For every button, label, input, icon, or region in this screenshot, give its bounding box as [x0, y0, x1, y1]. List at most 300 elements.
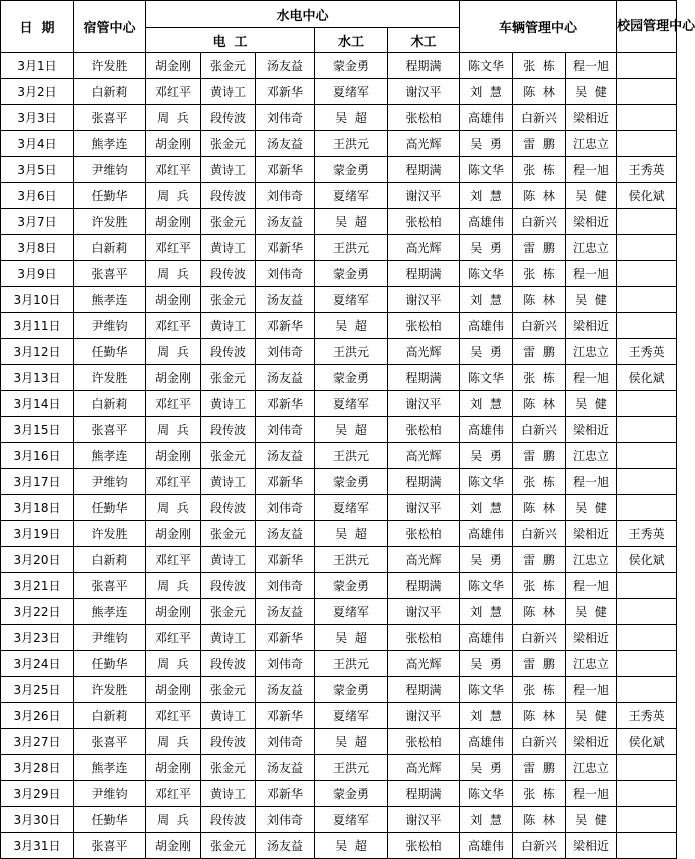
table-row [1, 79, 677, 105]
vehicle-3-cell: 程一旭 [566, 261, 617, 287]
electrician-1-cell: 周 兵 [146, 417, 201, 443]
electrician-2-cell: 张金元 [201, 365, 256, 391]
vehicle-2-cell: 陈 林 [513, 79, 566, 105]
electrician-3-cell: 刘伟奇 [256, 339, 315, 365]
electrician-1-cell: 胡金刚 [146, 521, 201, 547]
electrician-2-cell: 张金元 [201, 287, 256, 313]
carpenter-cell: 谢汉平 [388, 703, 460, 729]
campus-cell [617, 443, 677, 469]
electrician-1-cell: 周 兵 [146, 339, 201, 365]
plumber-cell: 王洪元 [315, 339, 388, 365]
plumber-cell: 王洪元 [315, 443, 388, 469]
vehicle-3-cell: 吴 健 [566, 287, 617, 313]
table-row [1, 365, 677, 391]
electrician-3-cell: 刘伟奇 [256, 729, 315, 755]
campus-cell [617, 235, 677, 261]
table-row [1, 547, 677, 573]
electrician-2-cell: 段传波 [201, 651, 256, 677]
vehicle-3-cell: 程一旭 [566, 469, 617, 495]
date-cell: 3月27日 [1, 729, 74, 755]
carpenter-cell: 程期满 [388, 365, 460, 391]
electrician-2-cell: 张金元 [201, 599, 256, 625]
carpenter-cell: 程期满 [388, 469, 460, 495]
vehicle-3-cell: 梁相近 [566, 209, 617, 235]
electrician-1-cell: 周 兵 [146, 183, 201, 209]
dorm-cell: 熊孝连 [74, 287, 146, 313]
vehicle-1-cell: 陈文华 [460, 677, 513, 703]
electrician-3-cell: 汤友益 [256, 833, 315, 859]
vehicle-1-cell: 高雄伟 [460, 105, 513, 131]
campus-cell [617, 287, 677, 313]
electrician-2-cell: 段传波 [201, 261, 256, 287]
vehicle-3-cell: 梁相近 [566, 729, 617, 755]
vehicle-3-cell: 吴 健 [566, 807, 617, 833]
plumber-cell: 蒙金勇 [315, 261, 388, 287]
electrician-2-cell: 黄诗工 [201, 157, 256, 183]
electrician-2-cell: 段传波 [201, 183, 256, 209]
vehicle-1-cell: 高雄伟 [460, 521, 513, 547]
electrician-3-cell: 邓新华 [256, 547, 315, 573]
plumber-cell: 王洪元 [315, 755, 388, 781]
vehicle-3-cell: 吴 健 [566, 599, 617, 625]
date-cell: 3月15日 [1, 417, 74, 443]
electrician-1-cell: 周 兵 [146, 495, 201, 521]
table-row [1, 599, 677, 625]
table-row [1, 833, 677, 859]
campus-cell [617, 391, 677, 417]
carpenter-cell: 谢汉平 [388, 79, 460, 105]
table-row [1, 651, 677, 677]
vehicle-2-cell: 白新兴 [513, 105, 566, 131]
table-row [1, 573, 677, 599]
dorm-cell: 熊孝连 [74, 599, 146, 625]
vehicle-1-cell: 陈文华 [460, 365, 513, 391]
dorm-cell: 张喜平 [74, 261, 146, 287]
electrician-3-cell: 汤友益 [256, 599, 315, 625]
header-electrician: 电 工 [146, 28, 315, 53]
electrician-2-cell: 张金元 [201, 53, 256, 79]
table-row [1, 781, 677, 807]
vehicle-2-cell: 雷 鹏 [513, 443, 566, 469]
table-row [1, 443, 677, 469]
table-row [1, 105, 677, 131]
vehicle-1-cell: 刘 慧 [460, 703, 513, 729]
vehicle-2-cell: 陈 林 [513, 183, 566, 209]
dorm-cell: 白新莉 [74, 235, 146, 261]
vehicle-3-cell: 吴 健 [566, 391, 617, 417]
campus-cell [617, 131, 677, 157]
vehicle-2-cell: 白新兴 [513, 833, 566, 859]
date-cell: 3月11日 [1, 313, 74, 339]
table-row [1, 755, 677, 781]
dorm-cell: 熊孝连 [74, 755, 146, 781]
campus-cell [617, 209, 677, 235]
header-carpenter: 木工 [388, 28, 460, 53]
electrician-3-cell: 汤友益 [256, 521, 315, 547]
carpenter-cell: 张松柏 [388, 417, 460, 443]
dorm-cell: 任勤华 [74, 183, 146, 209]
vehicle-3-cell: 吴 健 [566, 703, 617, 729]
dorm-cell: 任勤华 [74, 495, 146, 521]
electrician-1-cell: 邓红平 [146, 235, 201, 261]
electrician-1-cell: 胡金刚 [146, 833, 201, 859]
campus-cell: 侯化斌 [617, 729, 677, 755]
plumber-cell: 吴 超 [315, 417, 388, 443]
vehicle-2-cell: 雷 鹏 [513, 131, 566, 157]
date-cell: 3月18日 [1, 495, 74, 521]
plumber-cell: 夏绪军 [315, 807, 388, 833]
date-cell: 3月1日 [1, 53, 74, 79]
electrician-2-cell: 段传波 [201, 729, 256, 755]
vehicle-1-cell: 刘 慧 [460, 495, 513, 521]
campus-cell [617, 677, 677, 703]
electrician-1-cell: 周 兵 [146, 807, 201, 833]
carpenter-cell: 程期满 [388, 157, 460, 183]
campus-cell: 侯化斌 [617, 365, 677, 391]
table-row [1, 261, 677, 287]
vehicle-1-cell: 高雄伟 [460, 729, 513, 755]
electrician-1-cell: 邓红平 [146, 547, 201, 573]
carpenter-cell: 谢汉平 [388, 287, 460, 313]
plumber-cell: 夏绪军 [315, 287, 388, 313]
vehicle-3-cell: 梁相近 [566, 625, 617, 651]
dorm-cell: 白新莉 [74, 79, 146, 105]
electrician-2-cell: 黄诗工 [201, 781, 256, 807]
vehicle-3-cell: 梁相近 [566, 417, 617, 443]
carpenter-cell: 张松柏 [388, 105, 460, 131]
dorm-cell: 尹维钧 [74, 625, 146, 651]
vehicle-2-cell: 陈 林 [513, 495, 566, 521]
electrician-1-cell: 邓红平 [146, 79, 201, 105]
vehicle-2-cell: 张 栋 [513, 677, 566, 703]
vehicle-2-cell: 白新兴 [513, 625, 566, 651]
plumber-cell: 夏绪军 [315, 703, 388, 729]
campus-cell [617, 261, 677, 287]
vehicle-1-cell: 高雄伟 [460, 417, 513, 443]
vehicle-3-cell: 吴 健 [566, 183, 617, 209]
vehicle-3-cell: 程一旭 [566, 365, 617, 391]
date-cell: 3月16日 [1, 443, 74, 469]
plumber-cell: 夏绪军 [315, 599, 388, 625]
table-row [1, 703, 677, 729]
plumber-cell: 夏绪军 [315, 183, 388, 209]
electrician-2-cell: 黄诗工 [201, 703, 256, 729]
dorm-cell: 张喜平 [74, 729, 146, 755]
campus-cell [617, 53, 677, 79]
vehicle-1-cell: 吴 勇 [460, 651, 513, 677]
vehicle-2-cell: 陈 林 [513, 391, 566, 417]
table-row [1, 521, 677, 547]
electrician-1-cell: 邓红平 [146, 469, 201, 495]
electrician-2-cell: 黄诗工 [201, 469, 256, 495]
electrician-3-cell: 汤友益 [256, 677, 315, 703]
electrician-3-cell: 邓新华 [256, 469, 315, 495]
electrician-2-cell: 黄诗工 [201, 235, 256, 261]
vehicle-1-cell: 陈文华 [460, 469, 513, 495]
vehicle-2-cell: 张 栋 [513, 261, 566, 287]
date-cell: 3月20日 [1, 547, 74, 573]
plumber-cell: 王洪元 [315, 131, 388, 157]
electrician-3-cell: 邓新华 [256, 781, 315, 807]
carpenter-cell: 张松柏 [388, 729, 460, 755]
dorm-cell: 熊孝连 [74, 443, 146, 469]
carpenter-cell: 谢汉平 [388, 495, 460, 521]
campus-cell [617, 781, 677, 807]
electrician-2-cell: 段传波 [201, 417, 256, 443]
electrician-3-cell: 邓新华 [256, 703, 315, 729]
vehicle-2-cell: 白新兴 [513, 313, 566, 339]
plumber-cell: 蒙金勇 [315, 157, 388, 183]
vehicle-1-cell: 陈文华 [460, 781, 513, 807]
plumber-cell: 吴 超 [315, 105, 388, 131]
vehicle-1-cell: 刘 慧 [460, 287, 513, 313]
electrician-2-cell: 张金元 [201, 677, 256, 703]
electrician-3-cell: 邓新华 [256, 235, 315, 261]
carpenter-cell: 程期满 [388, 781, 460, 807]
plumber-cell: 蒙金勇 [315, 469, 388, 495]
electrician-3-cell: 汤友益 [256, 443, 315, 469]
date-cell: 3月10日 [1, 287, 74, 313]
plumber-cell: 夏绪军 [315, 391, 388, 417]
electrician-2-cell: 张金元 [201, 209, 256, 235]
campus-cell [617, 807, 677, 833]
dorm-cell: 尹维钧 [74, 157, 146, 183]
date-cell: 3月5日 [1, 157, 74, 183]
electrician-2-cell: 黄诗工 [201, 79, 256, 105]
electrician-2-cell: 张金元 [201, 443, 256, 469]
vehicle-2-cell: 陈 林 [513, 599, 566, 625]
vehicle-1-cell: 吴 勇 [460, 547, 513, 573]
dorm-cell: 许发胜 [74, 521, 146, 547]
dorm-cell: 白新莉 [74, 703, 146, 729]
vehicle-2-cell: 张 栋 [513, 157, 566, 183]
electrician-2-cell: 段传波 [201, 339, 256, 365]
header-campus-center: 校园管理中心 [617, 1, 677, 53]
vehicle-1-cell: 吴 勇 [460, 755, 513, 781]
carpenter-cell: 程期满 [388, 677, 460, 703]
electrician-2-cell: 黄诗工 [201, 391, 256, 417]
electrician-3-cell: 邓新华 [256, 391, 315, 417]
vehicle-3-cell: 程一旭 [566, 781, 617, 807]
plumber-cell: 吴 超 [315, 833, 388, 859]
vehicle-2-cell: 白新兴 [513, 729, 566, 755]
plumber-cell: 王洪元 [315, 547, 388, 573]
electrician-3-cell: 汤友益 [256, 209, 315, 235]
campus-cell [617, 417, 677, 443]
dorm-cell: 尹维钧 [74, 781, 146, 807]
vehicle-3-cell: 梁相近 [566, 833, 617, 859]
dorm-cell: 尹维钧 [74, 313, 146, 339]
electrician-3-cell: 邓新华 [256, 625, 315, 651]
vehicle-1-cell: 刘 慧 [460, 807, 513, 833]
carpenter-cell: 程期满 [388, 53, 460, 79]
campus-cell [617, 573, 677, 599]
table-row [1, 391, 677, 417]
carpenter-cell: 程期满 [388, 573, 460, 599]
vehicle-1-cell: 吴 勇 [460, 443, 513, 469]
electrician-2-cell: 段传波 [201, 495, 256, 521]
electrician-2-cell: 黄诗工 [201, 547, 256, 573]
table-row [1, 131, 677, 157]
electrician-2-cell: 张金元 [201, 131, 256, 157]
vehicle-1-cell: 高雄伟 [460, 313, 513, 339]
vehicle-1-cell: 刘 慧 [460, 79, 513, 105]
carpenter-cell: 张松柏 [388, 625, 460, 651]
vehicle-1-cell: 高雄伟 [460, 833, 513, 859]
vehicle-3-cell: 程一旭 [566, 677, 617, 703]
vehicle-2-cell: 张 栋 [513, 53, 566, 79]
table-row [1, 417, 677, 443]
vehicle-2-cell: 张 栋 [513, 469, 566, 495]
campus-cell: 王秀英 [617, 157, 677, 183]
date-cell: 3月14日 [1, 391, 74, 417]
campus-cell [617, 651, 677, 677]
date-cell: 3月23日 [1, 625, 74, 651]
vehicle-1-cell: 刘 慧 [460, 391, 513, 417]
dorm-cell: 任勤华 [74, 651, 146, 677]
date-cell: 3月25日 [1, 677, 74, 703]
electrician-3-cell: 刘伟奇 [256, 651, 315, 677]
table-row [1, 235, 677, 261]
electrician-1-cell: 周 兵 [146, 573, 201, 599]
plumber-cell: 蒙金勇 [315, 677, 388, 703]
campus-cell [617, 599, 677, 625]
dorm-cell: 张喜平 [74, 417, 146, 443]
date-cell: 3月6日 [1, 183, 74, 209]
vehicle-3-cell: 程一旭 [566, 157, 617, 183]
electrician-2-cell: 段传波 [201, 105, 256, 131]
vehicle-1-cell: 高雄伟 [460, 209, 513, 235]
plumber-cell: 吴 超 [315, 729, 388, 755]
electrician-1-cell: 周 兵 [146, 729, 201, 755]
electrician-2-cell: 黄诗工 [201, 313, 256, 339]
date-cell: 3月3日 [1, 105, 74, 131]
electrician-1-cell: 邓红平 [146, 391, 201, 417]
plumber-cell: 蒙金勇 [315, 781, 388, 807]
roster-body [1, 53, 677, 859]
vehicle-3-cell: 梁相近 [566, 521, 617, 547]
date-cell: 3月19日 [1, 521, 74, 547]
vehicle-2-cell: 陈 林 [513, 703, 566, 729]
campus-cell [617, 755, 677, 781]
dorm-cell: 许发胜 [74, 209, 146, 235]
vehicle-1-cell: 吴 勇 [460, 235, 513, 261]
carpenter-cell: 谢汉平 [388, 183, 460, 209]
plumber-cell: 蒙金勇 [315, 573, 388, 599]
date-cell: 3月9日 [1, 261, 74, 287]
campus-cell: 侯化斌 [617, 547, 677, 573]
carpenter-cell: 谢汉平 [388, 391, 460, 417]
vehicle-2-cell: 陈 林 [513, 287, 566, 313]
electrician-3-cell: 刘伟奇 [256, 573, 315, 599]
dorm-cell: 张喜平 [74, 833, 146, 859]
vehicle-3-cell: 江忠立 [566, 651, 617, 677]
vehicle-1-cell: 吴 勇 [460, 131, 513, 157]
electrician-1-cell: 邓红平 [146, 157, 201, 183]
table-row [1, 495, 677, 521]
plumber-cell: 吴 超 [315, 313, 388, 339]
vehicle-2-cell: 张 栋 [513, 781, 566, 807]
plumber-cell: 吴 超 [315, 521, 388, 547]
dorm-cell: 张喜平 [74, 573, 146, 599]
table-row [1, 183, 677, 209]
vehicle-2-cell: 张 栋 [513, 365, 566, 391]
vehicle-1-cell: 刘 慧 [460, 599, 513, 625]
electrician-3-cell: 刘伟奇 [256, 495, 315, 521]
date-cell: 3月2日 [1, 79, 74, 105]
dorm-cell: 熊孝连 [74, 131, 146, 157]
table-row [1, 339, 677, 365]
date-cell: 3月13日 [1, 365, 74, 391]
electrician-3-cell: 刘伟奇 [256, 417, 315, 443]
carpenter-cell: 谢汉平 [388, 599, 460, 625]
vehicle-2-cell: 雷 鹏 [513, 755, 566, 781]
campus-cell: 王秀英 [617, 339, 677, 365]
electrician-2-cell: 黄诗工 [201, 625, 256, 651]
vehicle-1-cell: 陈文华 [460, 157, 513, 183]
table-row [1, 287, 677, 313]
plumber-cell: 吴 超 [315, 209, 388, 235]
vehicle-3-cell: 江忠立 [566, 443, 617, 469]
dorm-cell: 任勤华 [74, 807, 146, 833]
electrician-1-cell: 周 兵 [146, 651, 201, 677]
date-cell: 3月4日 [1, 131, 74, 157]
table-row [1, 677, 677, 703]
carpenter-cell: 张松柏 [388, 209, 460, 235]
carpenter-cell: 高光辉 [388, 235, 460, 261]
header-plumber: 水工 [315, 28, 388, 53]
electrician-1-cell: 胡金刚 [146, 287, 201, 313]
electrician-2-cell: 段传波 [201, 807, 256, 833]
vehicle-1-cell: 陈文华 [460, 53, 513, 79]
dorm-cell: 尹维钧 [74, 469, 146, 495]
electrician-1-cell: 胡金刚 [146, 53, 201, 79]
date-cell: 3月22日 [1, 599, 74, 625]
electrician-3-cell: 汤友益 [256, 287, 315, 313]
campus-cell: 王秀英 [617, 521, 677, 547]
vehicle-2-cell: 白新兴 [513, 417, 566, 443]
electrician-1-cell: 胡金刚 [146, 677, 201, 703]
campus-cell [617, 313, 677, 339]
header-utility-center: 水电中心 [146, 1, 460, 28]
date-cell: 3月12日 [1, 339, 74, 365]
electrician-3-cell: 邓新华 [256, 79, 315, 105]
vehicle-1-cell: 陈文华 [460, 573, 513, 599]
electrician-1-cell: 邓红平 [146, 703, 201, 729]
plumber-cell: 王洪元 [315, 651, 388, 677]
electrician-1-cell: 胡金刚 [146, 755, 201, 781]
plumber-cell: 夏绪军 [315, 79, 388, 105]
campus-cell: 王秀英 [617, 703, 677, 729]
dorm-cell: 白新莉 [74, 547, 146, 573]
plumber-cell: 吴 超 [315, 625, 388, 651]
carpenter-cell: 张松柏 [388, 521, 460, 547]
electrician-2-cell: 张金元 [201, 833, 256, 859]
electrician-2-cell: 张金元 [201, 755, 256, 781]
date-cell: 3月8日 [1, 235, 74, 261]
date-cell: 3月7日 [1, 209, 74, 235]
plumber-cell: 蒙金勇 [315, 53, 388, 79]
electrician-3-cell: 邓新华 [256, 313, 315, 339]
electrician-3-cell: 汤友益 [256, 53, 315, 79]
table-row [1, 53, 677, 79]
electrician-1-cell: 胡金刚 [146, 599, 201, 625]
carpenter-cell: 张松柏 [388, 833, 460, 859]
vehicle-3-cell: 梁相近 [566, 105, 617, 131]
carpenter-cell: 高光辉 [388, 755, 460, 781]
electrician-1-cell: 周 兵 [146, 105, 201, 131]
campus-cell [617, 495, 677, 521]
